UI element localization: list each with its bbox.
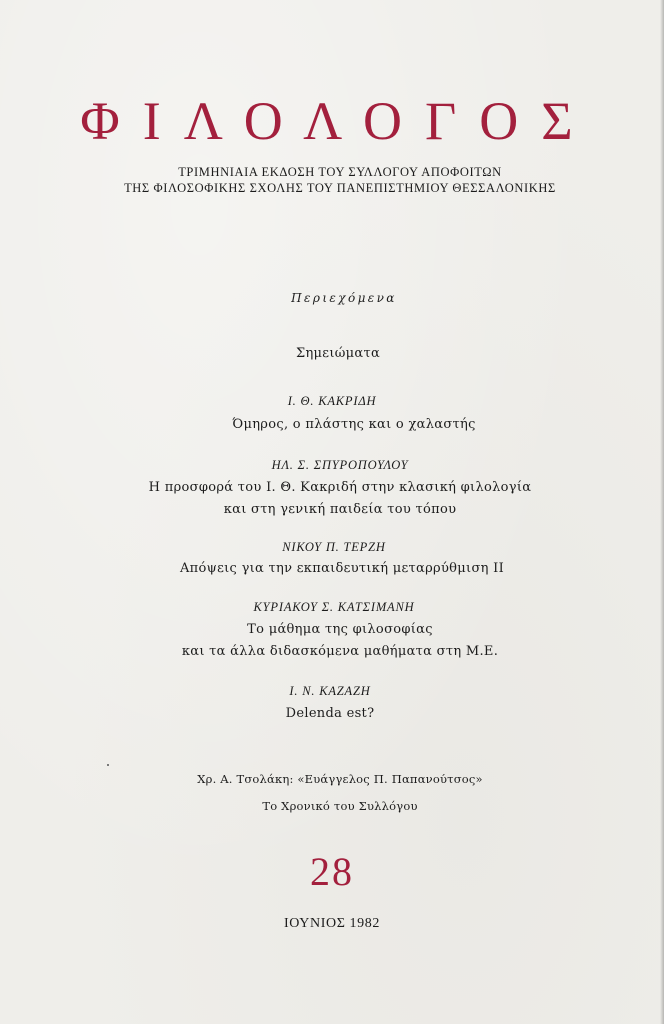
misc-entry: Το Χρονικό του Συλλόγου xyxy=(262,799,418,813)
ink-speck xyxy=(107,764,109,766)
article-author: Ι. Ν. ΚΑΖΑΖΗ xyxy=(289,684,371,698)
article-author: ΝΙΚΟΥ Π. ΤΕΡΖΗ xyxy=(282,540,386,554)
article-author: Ι. Θ. ΚΑΚΡΙΔΗ xyxy=(287,394,377,408)
article-title-line: και στη γενική παιδεία του τόπου xyxy=(223,502,457,517)
article-title: Όμηρος, ο πλάστης και ο χαλαστής xyxy=(232,417,476,432)
article-title-line: και τα άλλα διδασκόμενα μαθήματα στη Μ.Ε. xyxy=(181,644,499,659)
journal-subtitle-line-2: ΤΗΣ ΦΙΛΟΣΟΦΙΚΗΣ ΣΧΟΛΗΣ ΤΟΥ ΠΑΝΕΠΙΣΤΗΜΙΟΥ ΘΕΣΣΑΛΟΝΙΚΗΣ xyxy=(124,181,556,195)
article-author: ΚΥΡΙΑΚΟΥ Σ. ΚΑΤΣΙΜΑΝΗ xyxy=(253,600,415,614)
section-heading: Σημειώματα xyxy=(295,346,381,361)
journal-subtitle-line-1: ΤΡΙΜΗΝΙΑΙΑ ΕΚΔΟΣΗ ΤΟΥ ΣΥΛΛΟΓΟΥ ΑΠΟΦΟΙΤΩΝ xyxy=(178,165,502,179)
contents-heading: Περιεχόμενα xyxy=(291,291,397,305)
issue-date: ΙΟΥΝΙΟΣ 1982 xyxy=(284,916,380,931)
article-title xyxy=(8,477,664,521)
article-title-line: Το μάθημα της φιλοσοφίας xyxy=(247,622,433,637)
article-title: Delenda est? xyxy=(285,706,375,721)
article-title xyxy=(8,619,664,663)
misc-entry: Χρ. Α. Τσολάκη: «Ευάγγελος Π. Παπανούτσος» xyxy=(197,772,483,786)
article-title-line: Η προσφορά του Ι. Θ. Κακριδή στην κλασική φιλολογία xyxy=(148,480,532,495)
journal-title: ΦΙΛΟΛΟΓΟΣ xyxy=(80,91,596,151)
issue-number: 28 xyxy=(310,849,354,894)
article-author: ΗΛ. Σ. ΣΠΥΡΟΠΟΥΛΟΥ xyxy=(271,458,409,472)
article-title: Απόψεις για την εκπαιδευτική μεταρρύθμιση ΙΙ xyxy=(179,561,505,576)
